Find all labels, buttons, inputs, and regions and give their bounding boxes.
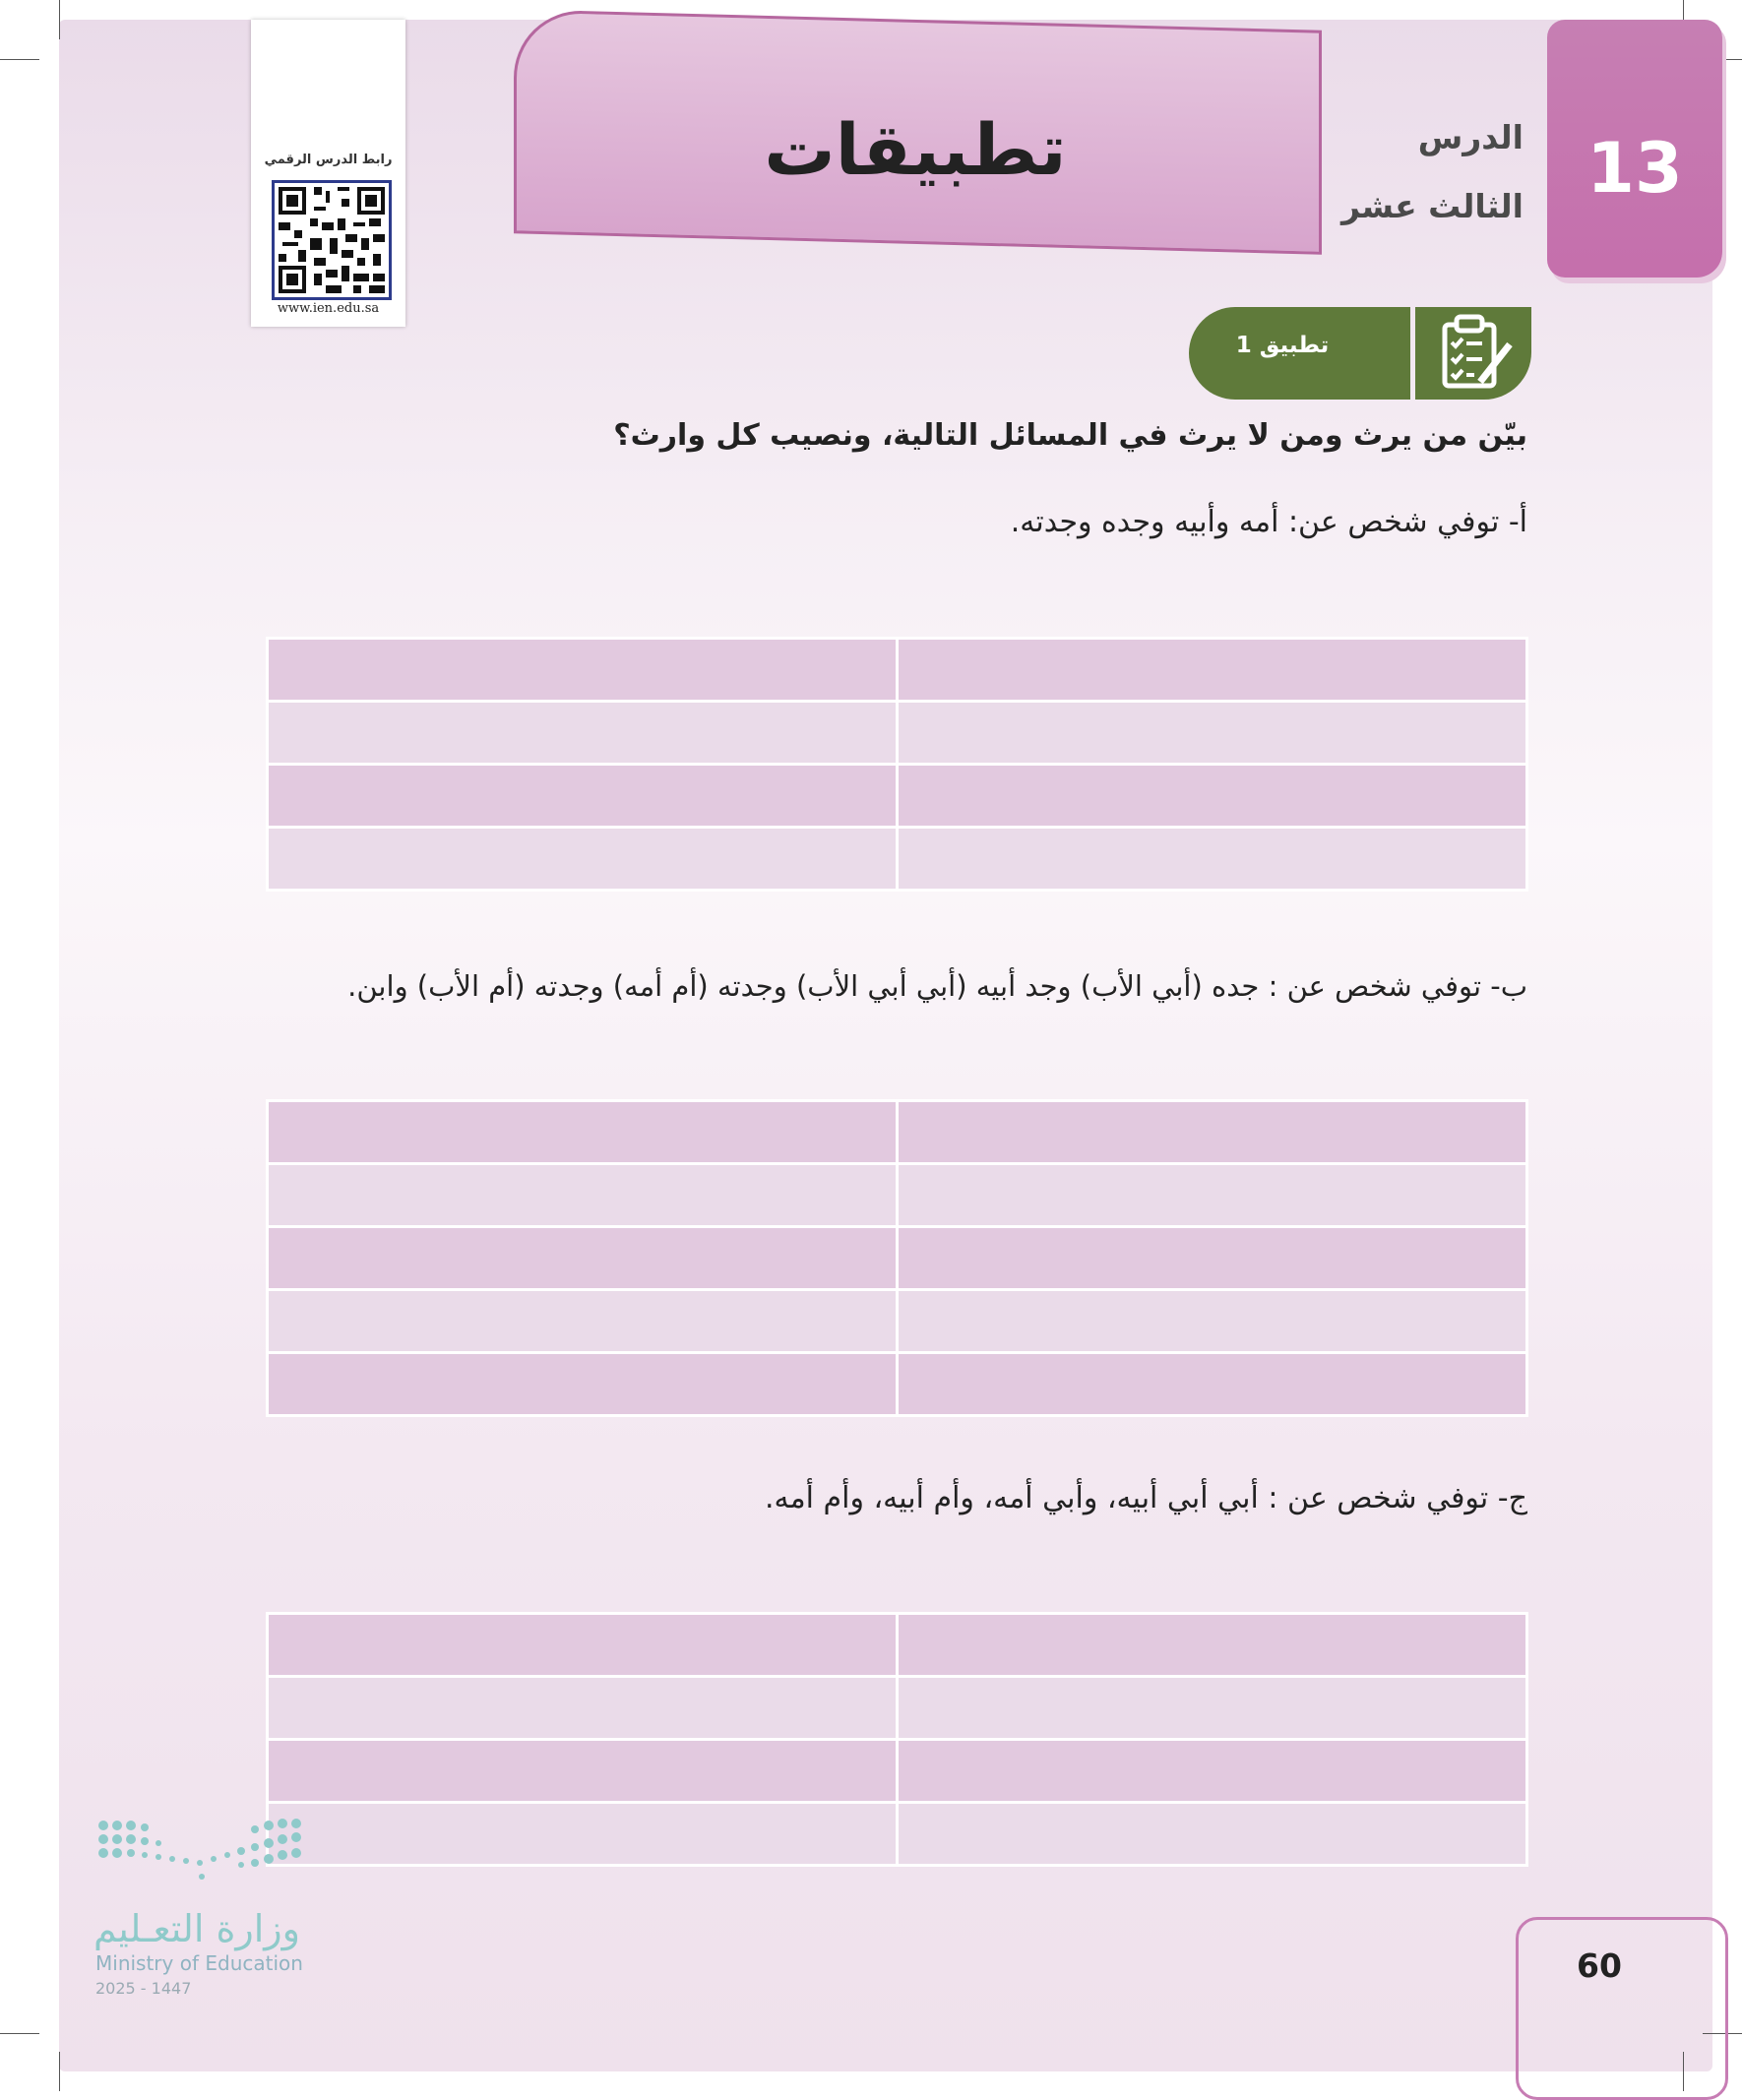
application-tab-label: تطبيق 1 xyxy=(1235,333,1330,358)
table-row xyxy=(268,1164,1527,1227)
ministry-name-ar: وزارة التعـليم xyxy=(93,1907,301,1950)
page-number-box xyxy=(1516,1917,1728,2100)
answer-cell[interactable] xyxy=(268,765,898,828)
answer-cell[interactable] xyxy=(898,1803,1527,1866)
answer-table-a[interactable] xyxy=(266,637,1528,892)
answer-cell[interactable] xyxy=(898,1164,1527,1227)
table-row xyxy=(268,1101,1527,1164)
answer-cell[interactable] xyxy=(898,639,1527,702)
answer-cell[interactable] xyxy=(898,1353,1527,1416)
crop-mark xyxy=(0,59,39,60)
crop-mark xyxy=(59,2052,60,2091)
answer-cell[interactable] xyxy=(268,1101,898,1164)
answer-cell[interactable] xyxy=(898,1614,1527,1677)
answer-cell[interactable] xyxy=(268,1740,898,1803)
answer-cell[interactable] xyxy=(268,639,898,702)
answer-table-c[interactable] xyxy=(266,1612,1528,1867)
table-row xyxy=(268,639,1527,702)
question-c: ج- توفي شخص عن : أبي أبي أبيه، وأبي أمه، وأم أبيه، وأم أمه. xyxy=(764,1481,1527,1515)
table-row xyxy=(268,1227,1527,1290)
qr-url[interactable]: www.ien.edu.sa xyxy=(277,301,380,316)
answer-cell[interactable] xyxy=(898,1677,1527,1740)
table-row xyxy=(268,1803,1527,1866)
answer-cell[interactable] xyxy=(898,702,1527,765)
answer-table-b[interactable] xyxy=(266,1099,1528,1417)
answer-cell[interactable] xyxy=(898,765,1527,828)
answer-cell[interactable] xyxy=(268,1164,898,1227)
page-title: تطبيقات xyxy=(764,108,1067,191)
table-row xyxy=(268,1353,1527,1416)
answer-cell[interactable] xyxy=(268,1227,898,1290)
application-instruction: بيّن من يرث ومن لا يرث في المسائل التالية، ونصيب كل وارث؟ xyxy=(613,418,1527,453)
answer-cell[interactable] xyxy=(268,1803,898,1866)
answer-cell[interactable] xyxy=(268,702,898,765)
crop-mark xyxy=(59,0,60,39)
lesson-label-ordinal: الثالث عشر xyxy=(1340,187,1524,225)
lesson-label: الدرس xyxy=(1417,118,1524,156)
page-number: 60 xyxy=(1577,1946,1622,1985)
answer-cell[interactable] xyxy=(898,1227,1527,1290)
answer-cell[interactable] xyxy=(268,828,898,891)
table-row xyxy=(268,1740,1527,1803)
answer-cell[interactable] xyxy=(898,1290,1527,1353)
answer-cell[interactable] xyxy=(268,1353,898,1416)
table-row xyxy=(268,828,1527,891)
crop-mark xyxy=(0,2033,39,2034)
answer-cell[interactable] xyxy=(268,1677,898,1740)
table-row xyxy=(268,702,1527,765)
table-row xyxy=(268,765,1527,828)
clipboard-checklist-icon xyxy=(1415,307,1531,400)
table-row xyxy=(268,1290,1527,1353)
lesson-number: 13 xyxy=(1586,128,1683,209)
edition-year: 2025 - 1447 xyxy=(95,1979,192,1998)
ministry-name-en: Ministry of Education xyxy=(95,1951,303,1975)
qr-caption: رابط الدرس الرقمي xyxy=(264,153,393,167)
table-row xyxy=(268,1677,1527,1740)
question-b: ب- توفي شخص عن : جده (أبي الأب) وجد أبيه (أبي أبي الأب) وجدته (أم أمه) وجدته (أم الأب) وابن. xyxy=(347,969,1527,1003)
answer-cell[interactable] xyxy=(268,1614,898,1677)
ministry-logo-icon xyxy=(93,1816,310,1894)
answer-cell[interactable] xyxy=(898,1740,1527,1803)
qr-code-icon[interactable] xyxy=(272,180,392,300)
answer-cell[interactable] xyxy=(268,1290,898,1353)
answer-cell[interactable] xyxy=(898,1101,1527,1164)
answer-cell[interactable] xyxy=(898,828,1527,891)
question-a: أ- توفي شخص عن: أمه وأبيه وجده وجدته. xyxy=(1010,505,1527,539)
table-row xyxy=(268,1614,1527,1677)
